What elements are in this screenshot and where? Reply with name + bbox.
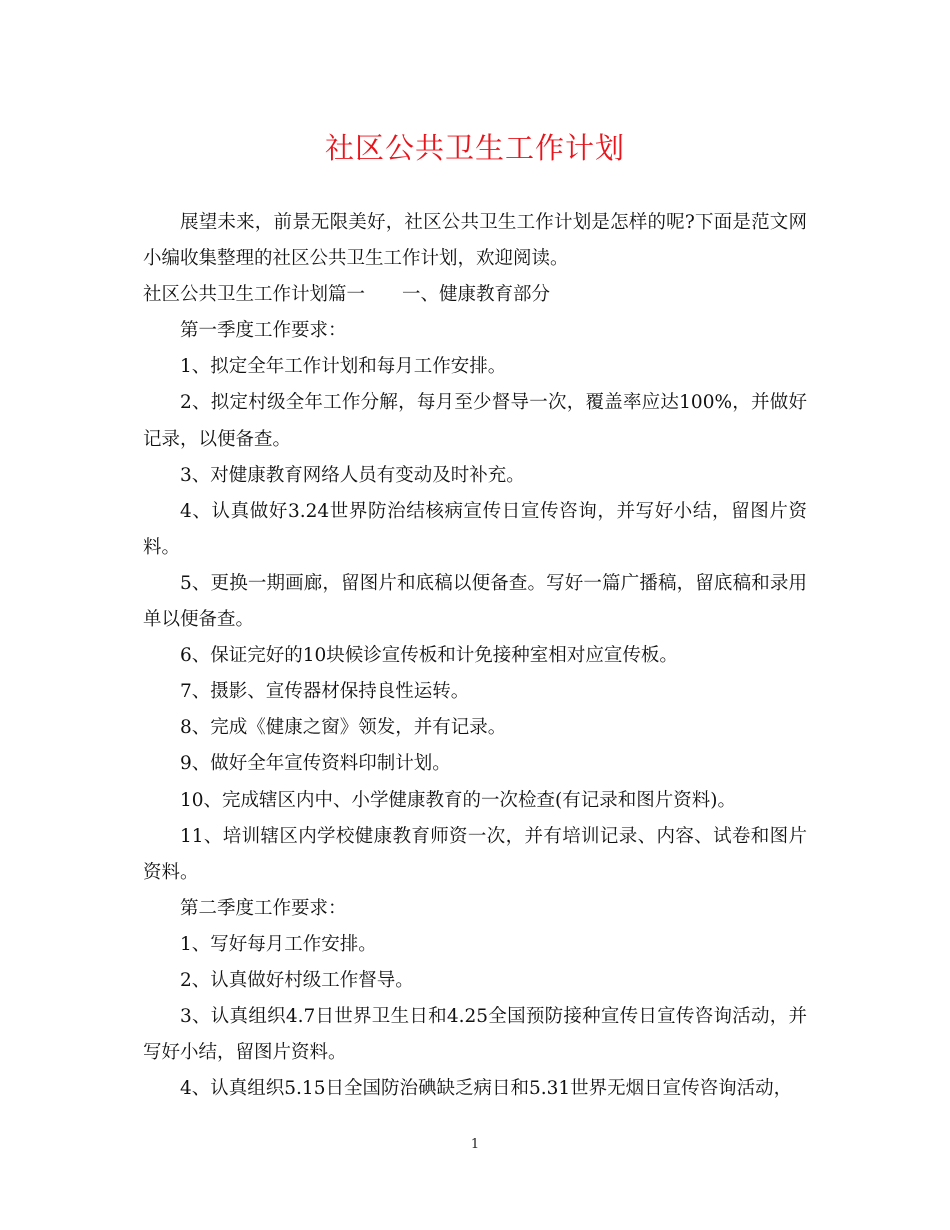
list-item: 10、完成辖区内中、小学健康教育的一次检查(有记录和图片资料)。 xyxy=(180,789,736,811)
list-item: 4、认真做好3.24世界防治结核病宣传日宣传咨询，并写好小结，留图片资料。 xyxy=(143,500,807,558)
list-item: 9、做好全年宣传资料印制计划。 xyxy=(180,753,451,775)
q2-heading: 第二季度工作要求： xyxy=(180,897,347,919)
list-item: 1、写好每月工作安排。 xyxy=(180,933,377,955)
list-item: 5、更换一期画廊，留图片和底稿以便备查。写好一篇广播稿，留底稿和录用单以便备查。 xyxy=(143,572,807,631)
list-item: 3、对健康教育网络人员有变动及时补充。 xyxy=(180,464,525,486)
list-item: 8、完成《健康之窗》领发，并有记录。 xyxy=(180,717,507,739)
list-item: 4、认真组织5.15日全国防治碘缺乏病日和5.31世界无烟日宣传咨询活动， xyxy=(180,1078,793,1100)
document-title: 社区公共卫生工作计划 xyxy=(324,131,625,165)
list-item: 11、培训辖区内学校健康教育师资一次，并有培训记录、内容、试卷和图片资料。 xyxy=(143,825,807,883)
list-item: 6、保证完好的10块候诊宣传板和计免接种室相对应宣传板。 xyxy=(180,645,678,667)
q1-heading: 第一季度工作要求： xyxy=(180,320,347,342)
list-item: 2、认真做好村级工作督导。 xyxy=(180,969,414,991)
page-number: 1 xyxy=(470,1137,480,1152)
list-item: 7、摄影、宣传器材保持良性运转。 xyxy=(180,681,470,703)
list-item: 3、认真组织4.7日世界卫生日和4.25全国预防接种宣传日宣传咨询活动，并写好小结，留图片资料。 xyxy=(143,1006,807,1064)
list-item: 2、拟定村级全年工作分解，每月至少督导一次，覆盖率应达100%，并做好记录，以便备查。 xyxy=(143,392,807,450)
section-heading: 社区公共卫生工作计划篇一 一、健康教育部分 xyxy=(143,284,551,306)
document-body xyxy=(143,205,807,1107)
list-item: 1、拟定全年工作计划和每月工作安排。 xyxy=(180,356,507,378)
intro-paragraph: 展望未来，前景无限美好，社区公共卫生工作计划是怎样的呢?下面是范文网小编收集整理的社区公共卫生工作计划，欢迎阅读。 xyxy=(143,212,807,270)
